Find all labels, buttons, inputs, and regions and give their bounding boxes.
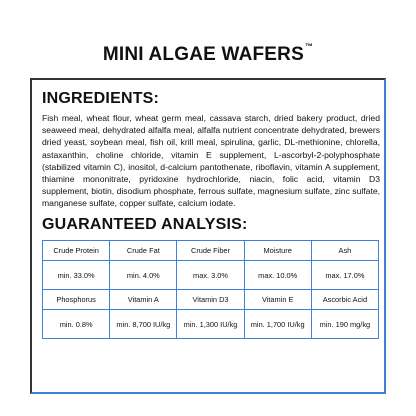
table-cell-label: Vitamin D3 (177, 290, 244, 310)
product-title (0, 44, 416, 66)
table-cell-value: min. 4.0% (110, 261, 177, 290)
table-cell-label: Phosphorus (43, 290, 110, 310)
table-cell-value: min. 8,700 IU/kg (110, 310, 177, 339)
table-cell-value: min. 0.8% (43, 310, 110, 339)
analysis-label-row-2 (43, 290, 379, 310)
table-cell-label: Vitamin A (110, 290, 177, 310)
trademark-symbol: ™ (304, 42, 314, 51)
table-cell-value: max. 17.0% (311, 261, 378, 290)
table-cell-value: max. 10.0% (244, 261, 311, 290)
analysis-value-row-2 (43, 310, 379, 339)
table-cell-label: Ascorbic Acid (311, 290, 378, 310)
guaranteed-analysis-heading: GUARANTEED ANALYSIS: (42, 216, 248, 233)
analysis-value-row-1 (43, 261, 379, 290)
table-cell-value: max. 3.0% (177, 261, 244, 290)
ingredients-heading: INGREDIENTS: (42, 90, 160, 107)
table-cell-label: Ash (311, 241, 378, 261)
table-cell-label: Vitamin E (244, 290, 311, 310)
table-cell-label: Crude Protein (43, 241, 110, 261)
label-panel (30, 78, 386, 394)
table-cell-value: min. 1,700 IU/kg (244, 310, 311, 339)
table-cell-label: Moisture (244, 241, 311, 261)
ingredients-text: Fish meal, wheat flour, wheat germ meal, cassava starch, dried bakery product, dried seaweed meal, dehydrated alfalfa meal, alfalfa nutrient concentrate dehydrated, brewers dried yeast, soybean meal, fish oil, krill meal, spirulina, garlic, DL-methionine, chlorella, astaxanthin, choline chloride, vitamin E supplement, L-ascorbyl-2-polyphosphate (stabilized vitamin C), inositol, d-calcium pantothenate, riboflavin, vitamin A supplement, thiamine mononitrate, pyridoxine hydrochloride, niacin, folic acid, vitamin D3 supplement, biotin, disodium phosphate, ferrous sulfate, magnesium sulfate, zinc sulfate, manganese sulfate, copper sulfate, calcium iodate. (42, 113, 380, 209)
analysis-table (42, 240, 379, 339)
table-cell-value: min. 1,300 IU/kg (177, 310, 244, 339)
table-cell-label: Crude Fiber (177, 241, 244, 261)
analysis-label-row-1 (43, 241, 379, 261)
product-title-text: MINI ALGAE WAFERS (102, 44, 304, 65)
table-cell-label: Crude Fat (110, 241, 177, 261)
table-cell-value: min. 33.0% (43, 261, 110, 290)
table-cell-value: min. 190 mg/kg (311, 310, 378, 339)
